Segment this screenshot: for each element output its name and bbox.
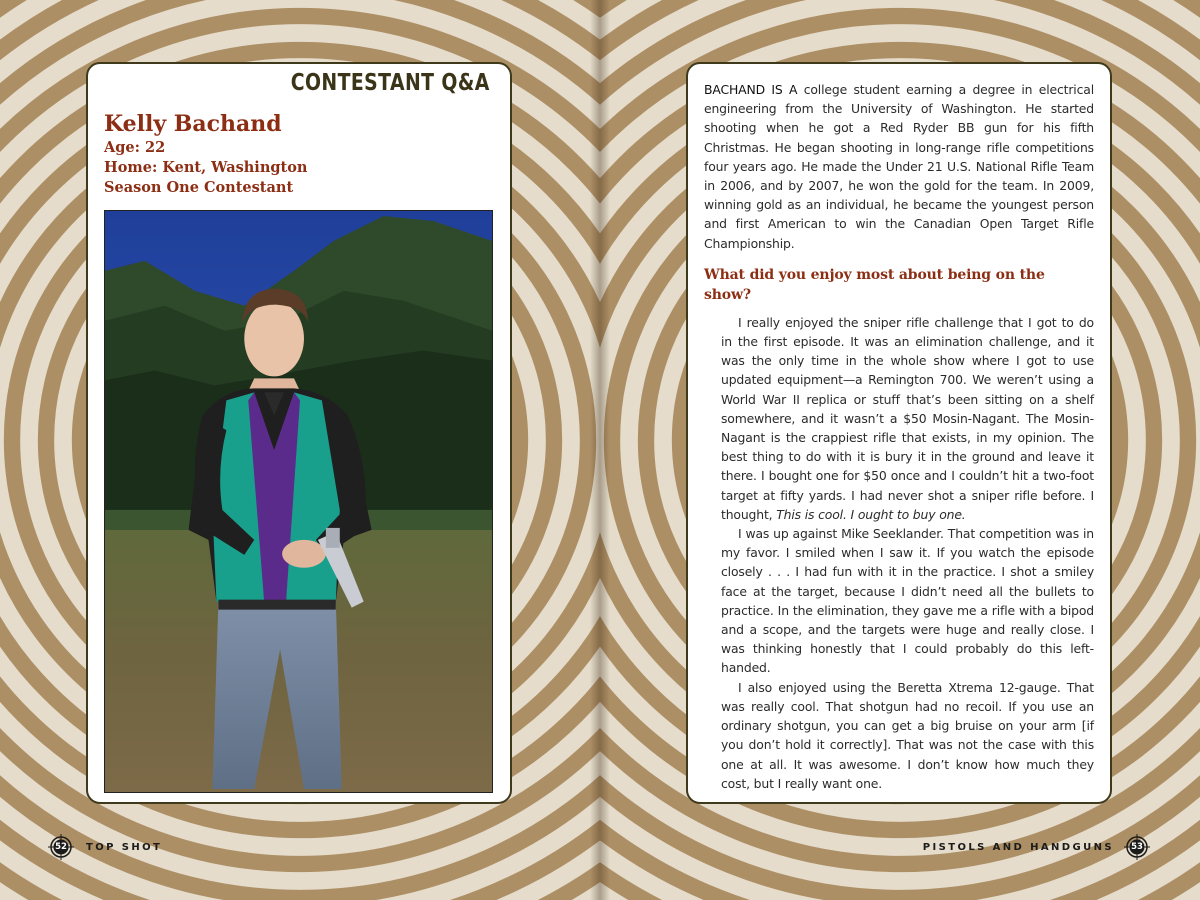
- contestant-profile-card: [86, 62, 512, 804]
- contestant-home: Home: Kent, Washington: [104, 159, 308, 176]
- intro-lead-in: BACHAND IS A: [704, 82, 798, 97]
- running-head: PISTOLS AND HANDGUNS: [922, 841, 1114, 853]
- page-number-badge: [48, 834, 74, 860]
- page-number: 52: [55, 842, 67, 852]
- contestant-name: Kelly Bachand: [104, 111, 282, 137]
- page-number: 53: [1131, 842, 1143, 852]
- contestant-age: Age: 22: [104, 139, 166, 156]
- article-body: [704, 80, 1094, 793]
- answer-paragraph: I also enjoyed using the Beretta Xtrema 12-gauge. That was really cool. That shotgun had no recoil. If you use an ordinary shotgun, you can get a big bruise on your arm [if you don’t hold it correctly]. That was not the case with this one at all. It was awesome. I don’t know how much they cost, but I really want one.: [721, 679, 1094, 791]
- intro-text: college student earning a degree in electrical engineering from the University of Washington. He started shooting when he got a Red Ryder BB gun for his fifth Christmas. He began shooting in long-range rifle competitions four years ago. He made the Under 21 U.S. National Rifle Team in 2006, and by 2007, he won the gold for the team. In 2009, winning gold as an individual, he became the youngest person and first American to win the Canadian Open Target Rifle Championship.: [704, 82, 1095, 251]
- contestant-info: [104, 110, 307, 198]
- answer-italic-quote: This is cool. I ought to buy one.: [776, 506, 966, 522]
- contestant-season: Season One Contestant: [104, 179, 294, 196]
- running-head: TOP SHOT: [86, 841, 163, 853]
- contestant-photo: [104, 210, 493, 793]
- contestant-portrait-image: [105, 211, 492, 792]
- left-page-footer: [48, 834, 162, 860]
- section-heading: CONTESTANT Q&A: [290, 70, 490, 96]
- book-gutter-shadow: [590, 0, 610, 900]
- interview-text-card: [686, 62, 1112, 804]
- right-page-footer: [923, 834, 1150, 860]
- answer-paragraph: I was up against Mike Seeklander. That competition was in my favor. I smiled when I saw it. If you watch the episode closely . . . I had fun with it in the practice. I shot a smiley face at the target, because I didn’t need all the bullets to practice. In the elimination, they gave me a rifle with a bipod and a scope, and the targets were huge and really close. I was thinking honestly that I could probably do this left-handed.: [721, 526, 1094, 676]
- page-number-badge: [1124, 834, 1150, 860]
- answer-paragraph: [704, 313, 1094, 524]
- interview-question: What did you enjoy most about being on the show?: [704, 266, 1045, 303]
- intro-paragraph: [704, 80, 1094, 253]
- answer-text: I really enjoyed the sniper rifle challenge that I got to do in the first episode. It was an elimination challenge, and it was the only time in the whole show where I got to use updated equipment—a Remington 700. We weren’t using a World War II replica or stuff that’s been sitting on a shelf somewhere, and it wasn’t a $50 Mosin-Nagant. The Mosin-Nagant is the crappiest rifle that exists, in my opinion. The best thing to do with it is bury it in the ground and leave it there. I bought one for $50 once and I couldn’t hit a two-foot target at fifty yards. I had never shot a sniper rifle before. I thought,: [721, 314, 1094, 522]
